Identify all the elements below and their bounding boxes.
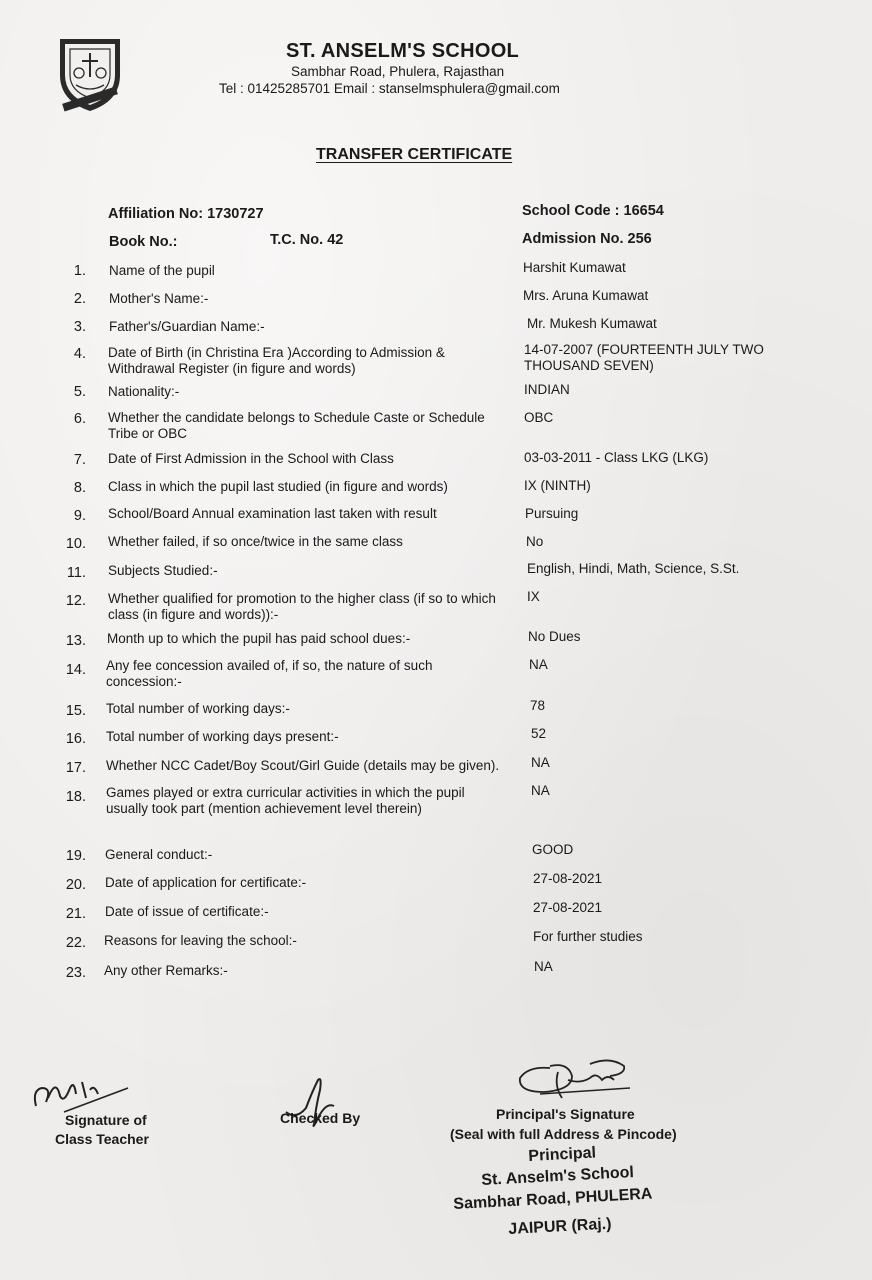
row-number: 21. — [65, 906, 86, 922]
row-label: Reasons for leaving the school:- — [104, 933, 297, 948]
row-number: 4. — [73, 346, 86, 362]
row-value: NA — [529, 657, 548, 672]
row-value: NA — [534, 959, 553, 974]
row-number: 9. — [73, 508, 86, 524]
row-number: 18. — [65, 789, 86, 805]
admission-number: Admission No. 256 — [522, 231, 652, 247]
row-label: Total number of working days present:- — [106, 729, 339, 744]
row-value: 52 — [531, 726, 547, 741]
row-number: 15. — [65, 703, 86, 719]
row-number: 16. — [65, 731, 86, 747]
stamp-line2: St. Anselm's School — [481, 1164, 635, 1189]
row-value: 03-03-2011 - Class LKG (LKG) — [524, 450, 709, 465]
class-teacher-signature — [28, 1068, 138, 1118]
row-label: Date of application for certificate:- — [105, 875, 307, 890]
row-number: 13. — [65, 633, 86, 649]
row-label: Whether NCC Cadet/Boy Scout/Girl Guide (details may be given). — [106, 758, 500, 773]
row-label: School/Board Annual examination last taken with result — [108, 506, 437, 521]
row-label: Any fee concession availed of, if so, the nature of such concession:- — [106, 658, 433, 689]
row-value: GOOD — [532, 842, 574, 857]
stamp-line3: Sambhar Road, PHULERA — [453, 1185, 653, 1213]
row-number: 14. — [65, 662, 86, 678]
row-label: Total number of working days:- — [106, 701, 290, 716]
row-number: 23. — [65, 965, 86, 981]
tc-number: T.C. No. 42 — [270, 232, 344, 248]
row-number: 3. — [73, 319, 86, 335]
row-number: 17. — [65, 760, 86, 776]
row-value: English, Hindi, Math, Science, S.St. — [527, 561, 740, 576]
row-number: 20. — [65, 877, 86, 893]
row-label: General conduct:- — [105, 847, 213, 862]
row-label: Mother's Name:- — [109, 291, 209, 306]
row-label: Whether qualified for promotion to the higher class (if so to which class (in figure and words)):- — [108, 591, 496, 622]
row-value: 78 — [530, 698, 546, 713]
row-value: IX — [527, 589, 540, 604]
row-value: No Dues — [528, 629, 581, 644]
row-value: 27-08-2021 — [533, 900, 603, 915]
checked-by-label: Checked By — [280, 1110, 361, 1126]
row-label: Whether the candidate belongs to Schedule Caste or Schedule Tribe or OBC — [108, 410, 485, 441]
class-teacher-label-line1: Signature of — [65, 1112, 147, 1128]
principal-seal-label: (Seal with full Address & Pincode) — [450, 1126, 677, 1142]
row-number: 19. — [65, 848, 86, 864]
row-value: For further studies — [533, 929, 643, 944]
row-label: Nationality:- — [108, 384, 180, 399]
row-label: Date of Birth (in Christina Era )According to Admission & Withdrawal Register (in figure and words) — [108, 345, 445, 376]
row-number: 10. — [65, 536, 86, 552]
row-value: Pursuing — [525, 506, 579, 521]
row-number: 11. — [66, 565, 86, 581]
row-value: INDIAN — [524, 382, 570, 397]
principal-signature — [510, 1052, 640, 1112]
row-number: 12. — [65, 593, 86, 609]
row-value: NA — [531, 783, 550, 798]
school-name: ST. ANSELM'S SCHOOL — [286, 40, 520, 62]
certificate-title: TRANSFER CERTIFICATE — [316, 146, 513, 163]
row-value: 14-07-2007 (FOURTEENTH JULY TWO THOUSAND SEVEN) — [524, 342, 764, 373]
stamp-line1: Principal — [528, 1144, 597, 1165]
row-value: Mr. Mukesh Kumawat — [527, 316, 657, 331]
row-value: 27-08-2021 — [533, 871, 603, 886]
row-label: Class in which the pupil last studied (in figure and words) — [108, 479, 448, 494]
row-label: Father's/Guardian Name:- — [109, 319, 265, 334]
row-label: Month up to which the pupil has paid school dues:- — [107, 631, 411, 646]
row-value: OBC — [524, 410, 554, 425]
row-label: Subjects Studied:- — [108, 563, 218, 578]
row-number: 7. — [73, 452, 86, 468]
row-number: 1. — [73, 263, 86, 279]
school-address: Sambhar Road, Phulera, Rajasthan — [291, 64, 505, 79]
principal-signature-label: Principal's Signature — [496, 1106, 635, 1122]
row-label: Date of First Admission in the School with Class — [108, 451, 394, 466]
school-code: School Code : 16654 — [522, 203, 664, 219]
row-number: 22. — [65, 935, 86, 951]
school-contact: Tel : 01425285701 Email : stanselmsphulera@gmail.com — [219, 81, 560, 96]
affiliation-number: Affiliation No: 1730727 — [108, 206, 264, 222]
row-label: Games played or extra curricular activities in which the pupil usually took part (mention achievement level therein) — [106, 785, 465, 816]
row-value: No — [526, 534, 544, 549]
row-label: Date of issue of certificate:- — [105, 904, 269, 919]
book-number: Book No.: — [109, 234, 178, 250]
row-value: NA — [531, 755, 550, 770]
row-number: 2. — [73, 291, 86, 307]
school-crest-icon — [54, 35, 126, 113]
class-teacher-label-line2: Class Teacher — [55, 1131, 149, 1147]
row-label: Any other Remarks:- — [104, 963, 228, 978]
row-number: 5. — [73, 384, 86, 400]
row-value: Mrs. Aruna Kumawat — [523, 288, 649, 303]
row-label: Whether failed, if so once/twice in the same class — [108, 534, 403, 549]
row-label: Name of the pupil — [109, 263, 215, 278]
row-value: Harshit Kumawat — [523, 260, 626, 275]
stamp-line4: JAIPUR (Raj.) — [508, 1215, 612, 1238]
row-number: 8. — [73, 480, 86, 496]
row-number: 6. — [73, 411, 86, 427]
row-value: IX (NINTH) — [524, 478, 591, 493]
